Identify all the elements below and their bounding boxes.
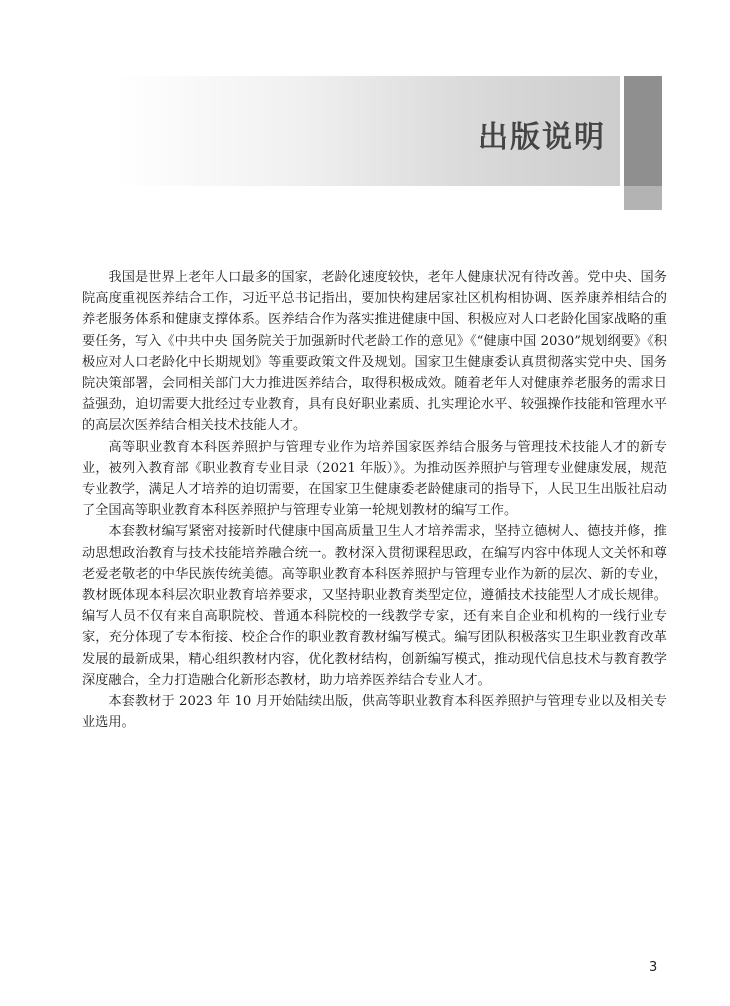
page-number: 3 — [649, 960, 658, 975]
header-accent-bar-small — [624, 186, 662, 210]
page-title: 出版说明 — [478, 120, 606, 155]
paragraph-3: 本套教材编写紧密对接新时代健康中国高质量卫生人才培养需求，坚持立德树人、德技并修，推动思想政治教育与技术技能培养融合统一。教材深入贯彻课程思政，在编写内容中体现人文关怀和尊老爱老敬老的中华民族传统美德。高等职业教育本科医养照护与管理专业作为新的层次、新的专业，教材既体现本科层次职业教育培养要求，又坚持职业教育类型定位，遵循技术技能型人才成长规律。编写人员不仅有来自高职院校、普通本科院校的一线教学专家，还有来自企业和机构的一线行业专家，充分体现了专本衔接、校企合作的职业教育教材编写模式。编写团队积极落实卫生职业教育改革发展的最新成果，精心组织教材内容，优化教材结构，创新编写模式，推动现代信息技术与教育教学深度融合，全力打造融合化新形态教材，助力培养医养结合专业人才。 — [82, 524, 667, 688]
paragraph-2: 高等职业教育本科医养照护与管理专业作为培养国家医养结合服务与管理技术技能人才的新专业，被列入教育部《职业教育专业目录（2021 年版）》。为推动医养照护与管理专业健康发展，规范专业教学，满足人才培养的迫切需要，在国家卫生健康委老龄健康司的指导下，人民卫生出版社启动了全国高等职业教育本科医养照护与管理专业第一轮规划教材的编写工作。 — [82, 439, 667, 519]
paragraph-1: 我国是世界上老年人口最多的国家，老龄化速度较快，老年人健康状况有待改善。党中央、国务院高度重视医养结合工作，习近平总书记指出，要加快构建居家社区机构相协调、医养康养相结合的养老服务体系和健康支撑体系。医养结合作为落实推进健康中国、积极应对人口老龄化国家战略的重要任务，写入《中共中央 国务院关于加强新时代老龄工作的意见》《“健康中国 2030”规划纲要》《积极应对人口老龄化中长期规划》等重要政策文件及规划。国家卫生健康委认真贯彻落实党中央、国务院决策部署，会同相关部门大力推进医养结合，取得积极成效。随着老年人对健康养老服务的需求日益强劲，迫切需要大批经过专业教育，具有良好职业素质、扎实理论水平、较强操作技能和管理水平的高层次医养结合相关技术技能人才。 — [82, 270, 667, 434]
paragraph-4: 本套教材于 2023 年 10 月开始陆续出版，供高等职业教育本科医养照护与管理专业以及相关专业选用。 — [82, 694, 667, 731]
body-text — [82, 267, 667, 733]
header-accent-bar — [624, 76, 662, 186]
